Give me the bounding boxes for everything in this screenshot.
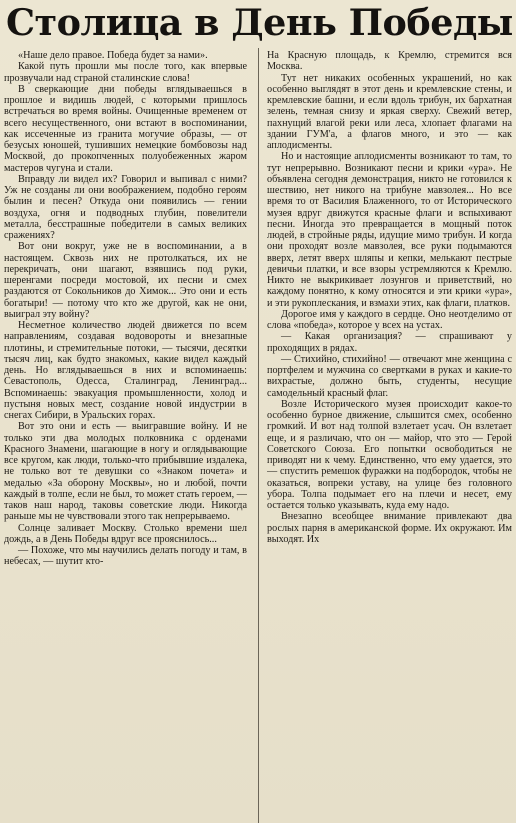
- paragraph: — Стихийно, стихийно! — отвечают мне женщина с портфелем и мужчина со свертками в руках и какие-то вихрастые, должно быть, студенты, несущие самодельный красный флаг.: [267, 353, 512, 399]
- paragraph: Вот это они и есть — выигравшие войну. И не только эти два молодых полковника с орденами Красного Знамени, шагающие в ногу и оглядывающие все кругом, как люди, только-что прибывшие издалека, не только вот те девушки со «Знаком почета» и медалью «За оборону Москвы», но и любой, почти каждый в толпе, если не был, то может стать героем, — таков наш народ, таковы советские люди. Никогда раньше мы не чувствовали этого так непрерываемо.: [4, 421, 247, 523]
- paragraph: Вправду ли видел их? Говорил и выпивал с ними? Уж не созданы ли они воображением, подобно героям былин и песен? Откуда они появились — гении воздуха, огня и подводных глубин, повелители металла, бесстрашные победители в самых великих сражениях?: [4, 173, 247, 241]
- column-divider: [258, 48, 259, 823]
- paragraph: Но и настоящие аплодисменты возникают то там, то тут непрерывно. Возникают песни и крики «ура». Не объявлена сегодня демонстрация, никто не готовился к шествию, нет никого на трибуне мавзолея... Но все время то от Василия Блаженного, то от Исторического музея вдруг движутся красные флаги и вспыхивают песни. Иногда это превращается в мощный поток людей, в стройные ряды, идущие мимо трибун. И когда они проходят возле мавзолея, все руки подымаются вверх, летят вверх шляпы и кепки, мелькают пестрые девичьи платки, и все взоры устремляются к Кремлю. Никто не выкрикивает лозунгов и приветствий, но каждому понятно, к кому относятся и эти крики «ура», и эти рукоплескания, и взмахи этих, как флаги, платков.: [267, 151, 512, 309]
- paragraph: Тут нет никаких особенных украшений, но как особенно выглядят в этот день и кремлевские стены, и кремлевские башни, и если вдоль трибун, их бархатная зелень, темная снизу и яркая сверху. Свежий ветер, пахнущий влагой реки или леса, хлопает флагами на здании ГУМ'а, а флагов много, и это — как аплодисменты.: [267, 72, 512, 151]
- right-column: [267, 50, 512, 823]
- paragraph: В сверкающие дни победы вглядываешься в прошлое и видишь людей, с которыми пришлось встречаться во время войны. Очищенные временем от всего несущественного, они встают в воспоминании, как иссеченные из гранита могучие образы, — от безусых юношей, тушивших немецкие бомбовозы над Москвой, до прокопченных полуобеженных жаром мастеров чугуна и стали.: [4, 83, 247, 174]
- paragraph: Какой путь прошли мы после того, как впервые прозвучали над страной сталинские слова!: [4, 61, 247, 84]
- paragraph: Внезапно всеобщее внимание привлекают два рослых парня в американской форме. Их окружают. Им выходят. Их: [267, 511, 512, 545]
- headline: Столица в День Победы: [6, 1, 513, 44]
- left-column: [4, 50, 247, 823]
- paragraph: — Похоже, что мы научились делать погоду и там, в небесах, — шутит кто-: [4, 545, 247, 568]
- paragraph: «Наше дело правое. Победа будет за нами».: [18, 50, 208, 61]
- paragraph: Несметное количество людей движется по всем направлениям, создавая водовороты и внезапные плотины, и стремительные потоки, — тысячи, десятки тысяч лиц, как будто знакомых, какие видел каждый день. Но вглядываешься в них и вспоминаешь: Севастополь, Одесса, Сталинград, Ленинград... Вспоминаешь: эвакуация промышленности, холод и пустыня новых мест, создание новой индустрии в снегах Сибири, в Уральских горах.: [4, 320, 247, 421]
- paragraph: Вот они вокруг, уже не в воспоминании, а в настоящем. Сквозь них не протолкаться, их не перекричать, они шагают, взявшись под руки, шеренгами посреди мостовой, их песни и смех раздаются от Сокольников до Химок... Это они и есть богатыри! — потому что кто же другой, как не они, выиграл эту войну?: [4, 241, 247, 320]
- paragraph: Солнце заливает Москву. Столько времени шел дождь, а в День Победы вдруг все прояснилось...: [4, 522, 247, 545]
- paragraph: На Красную площадь, к Кремлю, стремится вся Москва.: [267, 50, 512, 73]
- paragraph: Возле Исторического музея происходит какое-то особенно бурное движение, слышится смех, особенно громкий. И вот над толпой взлетает усач. Он взлетает еще, и я различаю, что он — майор, что это — Герой Советского Союза. Его попытки освободиться не приводят ни к чему. Единственно, что ему удается, это — спустить ремешок фуражки на подбородок, чтобы не оказаться, вопреки уставу, на улице без головного убора. Толпа подымает его на плечи и несет, ему остается только указывать, куда ему надо.: [267, 398, 512, 511]
- paragraph: Дорогое имя у каждого в сердце. Оно неотделимо от слова «победа», которое у всех на устах.: [267, 308, 512, 331]
- paragraph: — Какая организация? — спрашивают у проходящих в рядах.: [267, 331, 512, 354]
